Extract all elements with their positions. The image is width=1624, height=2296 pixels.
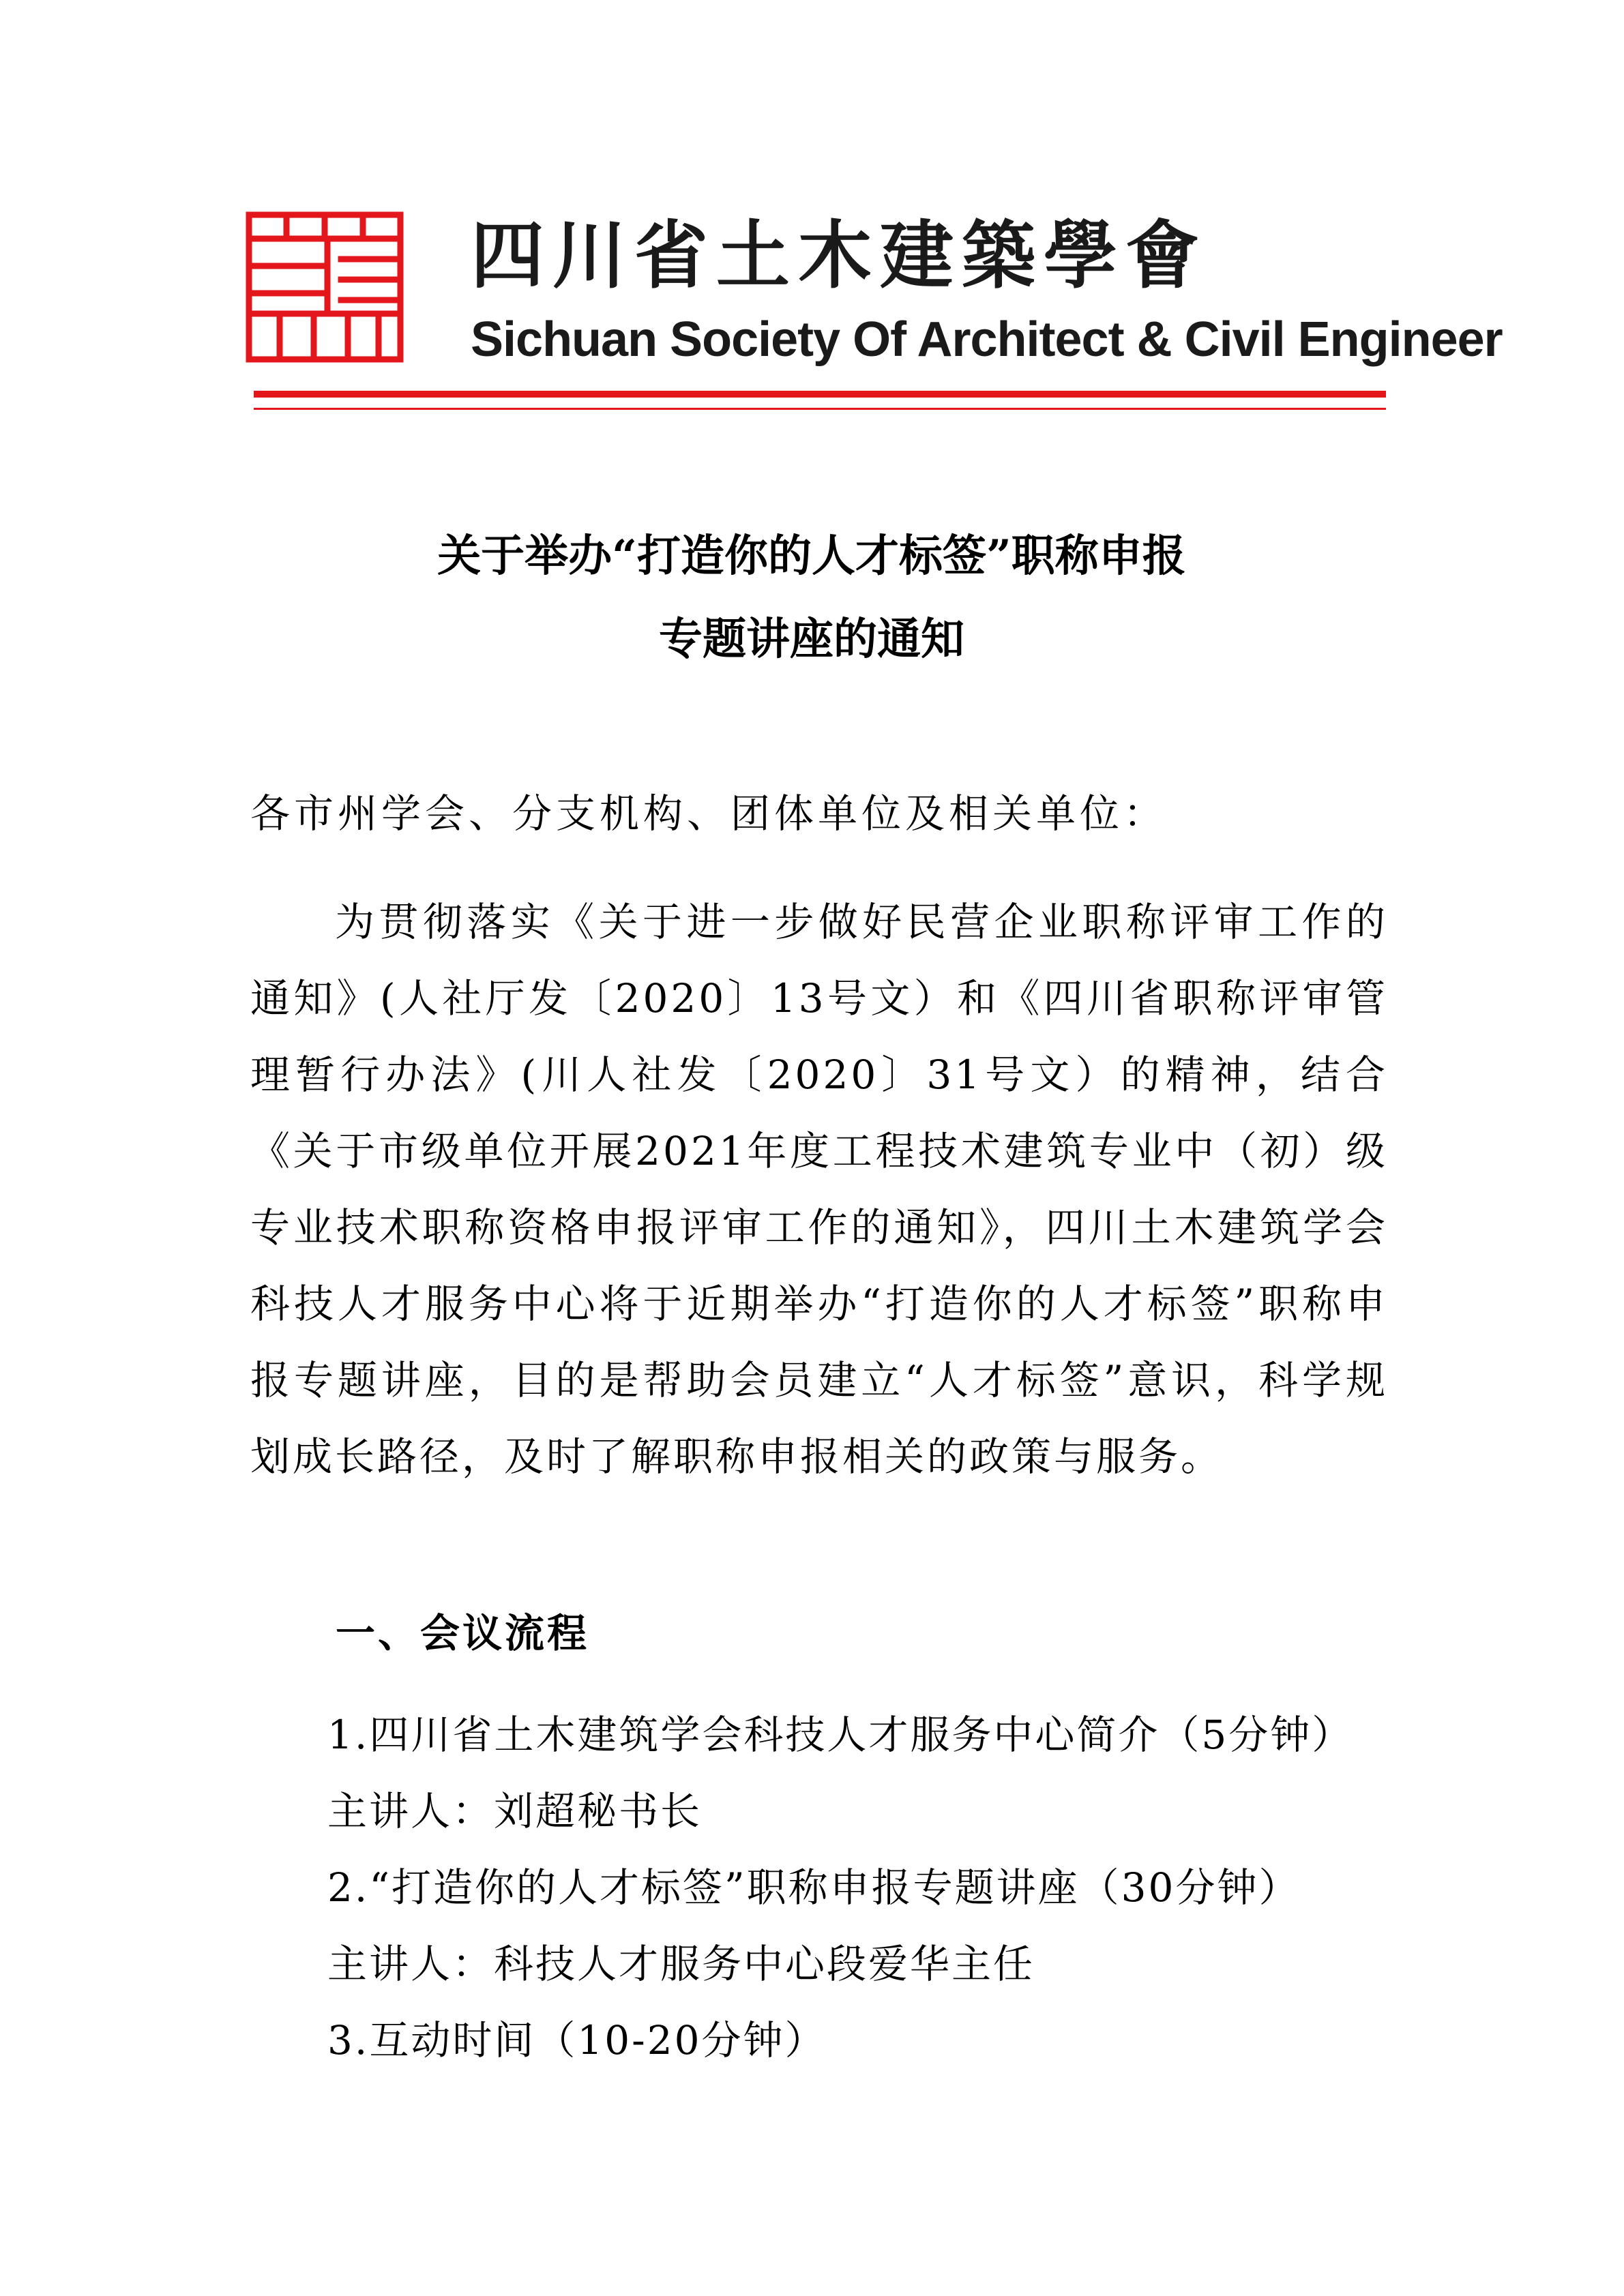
letterhead [246, 205, 1503, 423]
society-name-chinese: 四川省土木建築學會 [471, 213, 1208, 299]
notice-title-line-1: 关于举办“打造你的人才标签”职称申报 [437, 531, 1186, 582]
society-seal-logo-icon [246, 211, 404, 363]
salutation: 各市州学会、分支机构、团体单位及相关单位： [250, 790, 1168, 837]
notice-title-line-2: 专题讲座的通知 [659, 614, 964, 665]
agenda-speaker: 主讲人：刘超秘书长 [327, 1788, 703, 1834]
agenda-speaker: 主讲人：科技人才服务中心段爱华主任 [327, 1941, 1035, 1987]
society-name-english: Sichuan Society Of Architect & Civil Engineer [471, 312, 1503, 367]
section-heading-meeting-agenda: 一、会议流程 [336, 1610, 590, 1656]
agenda-item: 1.四川省土木建筑学会科技人才服务中心简介（5分钟） [327, 1712, 1354, 1758]
body-paragraph: 为贯彻落实《关于进一步做好民营企业职称评审工作的通知》(人社厅发〔2020〕13号文）和《四川省职称评审管理暂行办法》(川人社发〔2020〕31号文）的精神，结合《关于市级单位开展2021年度工程技术建筑专业中（初）级专业技术职称资格申报评审工作的通知》，四川土木建筑学会科技人才服务中心将于近期举办“打造你的人才标签”职称申报专题讲座，目的是帮助会员建立“人才标签”意识，科学规划成长路径，及时了解职称申报相关的政策与服务。 [250, 899, 1388, 1480]
agenda-item: 3.互动时间（10-20分钟） [327, 2017, 827, 2063]
notice-title [205, 515, 1419, 681]
letterhead-divider-thick [254, 391, 1386, 398]
agenda-item: 2.“打造你的人才标签”职称申报专题讲座（30分钟） [327, 1864, 1301, 1911]
agenda-list [327, 1697, 1405, 2078]
letterhead-divider-thin [254, 408, 1386, 410]
